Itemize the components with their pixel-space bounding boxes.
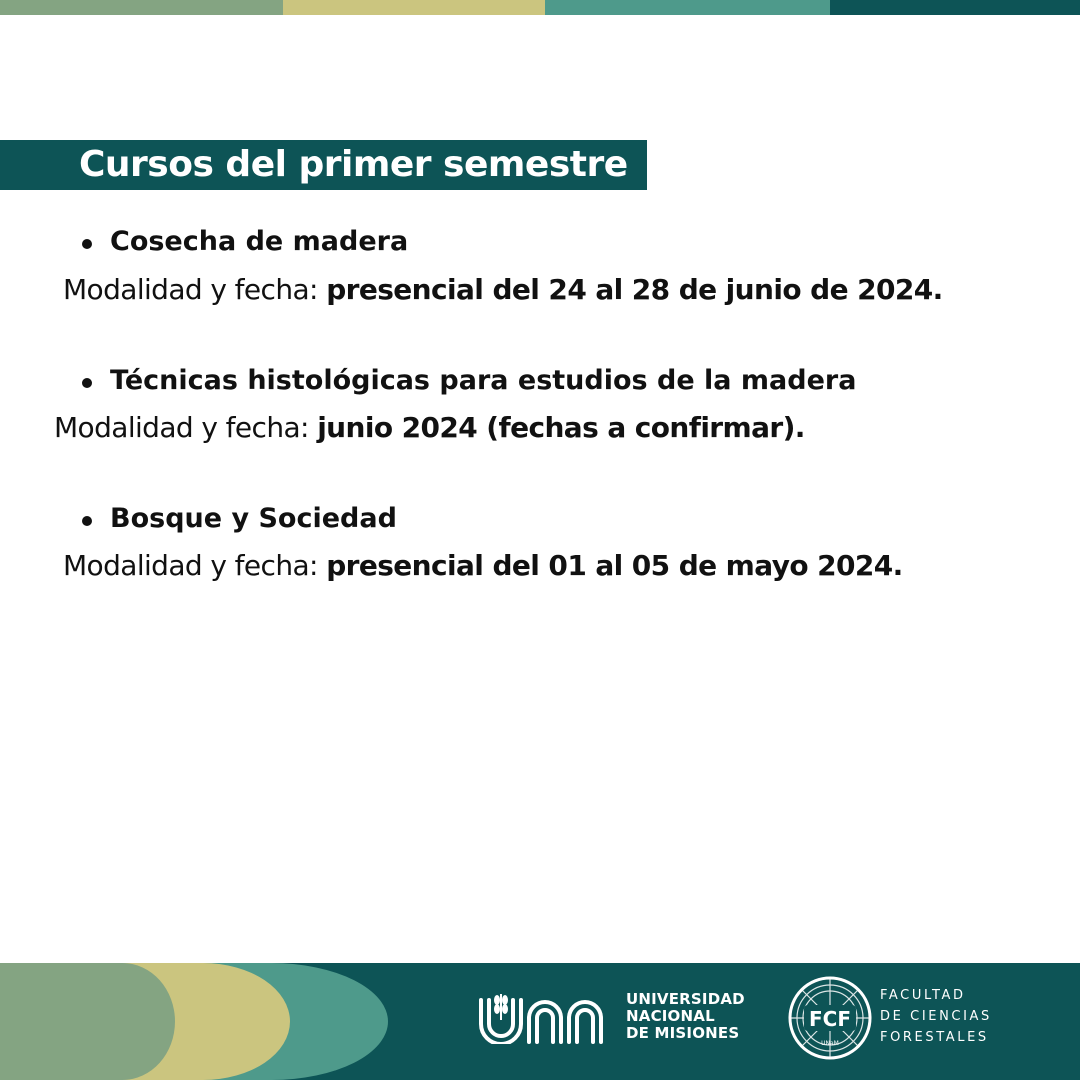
page-title: Cursos del primer semestre	[79, 144, 628, 185]
unam-logo-icon	[477, 990, 605, 1044]
fcf-seal-icon	[787, 975, 873, 1061]
fcf-logo-small: UNaM	[821, 1040, 839, 1047]
footer-shape-sage	[0, 963, 175, 1080]
bullet-icon	[82, 239, 92, 249]
detail-label: Modalidad y fecha:	[63, 549, 327, 582]
course-title: Cosecha de madera	[110, 226, 409, 257]
course-detail	[63, 549, 903, 582]
fcf-logo-text: FCF	[808, 1007, 852, 1031]
unam-name: UNIVERSIDAD NACIONAL DE MISIONES	[626, 990, 745, 1042]
detail-value: presencial del 24 al 28 de junio de 2024.	[326, 273, 943, 306]
stripe-dark-teal	[830, 0, 1080, 15]
stripe-teal	[545, 0, 830, 15]
detail-value: junio 2024 (fechas a confirmar).	[317, 411, 805, 444]
detail-label: Modalidad y fecha:	[63, 273, 327, 306]
fcf-name: FACULTAD DE CIENCIAS FORESTALES	[880, 988, 992, 1045]
top-color-stripe	[0, 0, 1080, 15]
course-title: Bosque y Sociedad	[110, 503, 397, 534]
detail-value: presencial del 01 al 05 de mayo 2024.	[326, 549, 903, 582]
heading-banner	[0, 140, 647, 190]
course-detail	[63, 273, 943, 306]
detail-label: Modalidad y fecha:	[54, 411, 318, 444]
course-title: Técnicas histológicas para estudios de la madera	[110, 365, 857, 396]
bullet-icon	[82, 516, 92, 526]
bullet-icon	[82, 378, 92, 388]
stripe-sand	[283, 0, 545, 15]
course-detail	[54, 411, 805, 444]
stripe-sage	[0, 0, 283, 15]
